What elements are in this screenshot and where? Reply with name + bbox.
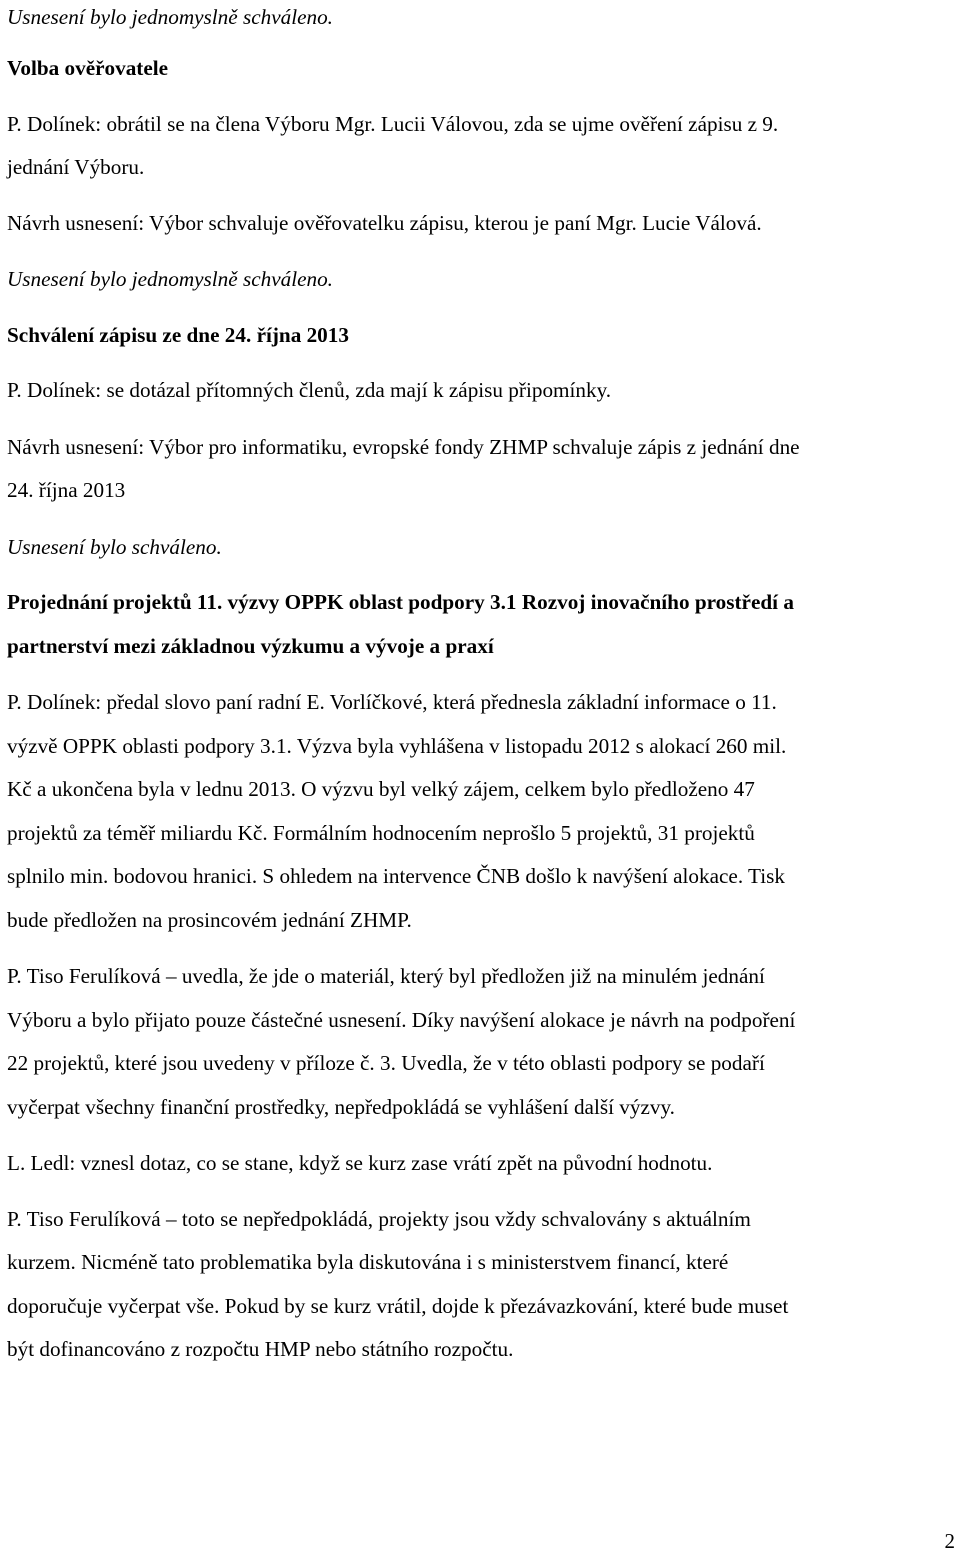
paragraph-line: kurzem. Nicméně tato problematika byla diskutována i s ministerstvem financí, které — [7, 1250, 729, 1274]
heading-schvaleni-zapisu: Schválení zápisu ze dne 24. října 2013 — [7, 323, 349, 347]
paragraph-line: Výboru a bylo přijato pouze částečné usnesení. Díky navýšení alokace je návrh na podpoření — [7, 1008, 796, 1032]
paragraph-line: P. Dolínek: se dotázal přítomných členů, zda mají k zápisu připomínky. — [7, 378, 612, 402]
paragraph-line: P. Dolínek: předal slovo paní radní E. Vorlíčkové, která přednesla základní informace o 11. — [7, 690, 777, 714]
paragraph-line: L. Ledl: vznesl dotaz, co se stane, když se kurz zase vrátí zpět na původní hodnotu. — [7, 1151, 713, 1175]
paragraph-line: jednání Výboru. — [7, 155, 145, 179]
resolution-approved-unanimous-1: Usnesení bylo jednomyslně schváleno. — [7, 5, 333, 29]
page-number: 2 — [944, 1529, 955, 1553]
paragraph-line: výzvě OPPK oblasti podpory 3.1. Výzva byla vyhlášena v listopadu 2012 s alokací 260 mil. — [7, 734, 787, 758]
resolution-approved: Usnesení bylo schváleno. — [7, 535, 222, 559]
resolution-proposal-line: Návrh usnesení: Výbor pro informatiku, evropské fondy ZHMP schvaluje zápis z jednání dne — [7, 435, 800, 459]
paragraph-line: doporučuje vyčerpat vše. Pokud by se kurz vrátil, dojde k přezávazkování, které bude muset — [7, 1294, 789, 1318]
paragraph-line: 24. října 2013 — [7, 478, 126, 502]
paragraph-line: vyčerpat všechny finanční prostředky, nepředpokládá se vyhlášení další výzvy. — [7, 1095, 675, 1119]
resolution-proposal-line: Návrh usnesení: Výbor schvaluje ověřovatelku zápisu, kterou je paní Mgr. Lucie Válová. — [7, 211, 762, 235]
paragraph-line: 22 projektů, které jsou uvedeny v příloze č. 3. Uvedla, že v této oblasti podpory se podaří — [7, 1051, 765, 1075]
heading-projednani-projektu: Projednání projektů 11. výzvy OPPK oblast podpory 3.1 Rozvoj inovačního prostředí a — [7, 590, 794, 614]
resolution-approved-unanimous-2: Usnesení bylo jednomyslně schváleno. — [7, 267, 333, 291]
heading-projednani-projektu-cont: partnerství mezi základnou výzkumu a vývoje a praxí — [7, 634, 494, 658]
paragraph-line: P. Dolínek: obrátil se na člena Výboru Mgr. Lucii Válovou, zda se ujme ověření zápisu z 9. — [7, 112, 779, 136]
paragraph-line: být dofinancováno z rozpočtu HMP nebo státního rozpočtu. — [7, 1337, 514, 1361]
paragraph-line: splnilo min. bodovou hranici. S ohledem na intervence ČNB došlo k navýšení alokace. Tisk — [7, 864, 785, 888]
paragraph-line: P. Tiso Ferulíková – toto se nepředpokládá, projekty jsou vždy schvalovány s aktuálním — [7, 1207, 751, 1231]
heading-volba-overovatele: Volba ověřovatele — [7, 56, 169, 80]
paragraph-line: Kč a ukončena byla v lednu 2013. O výzvu byl velký zájem, celkem bylo předloženo 47 — [7, 777, 755, 801]
paragraph-line: P. Tiso Ferulíková – uvedla, že jde o materiál, který byl předložen již na minulém jednání — [7, 964, 765, 988]
paragraph-line: bude předložen na prosincovém jednání ZHMP. — [7, 908, 412, 932]
paragraph-line: projektů za téměř miliardu Kč. Formálním hodnocením neprošlo 5 projektů, 31 projektů — [7, 821, 755, 845]
